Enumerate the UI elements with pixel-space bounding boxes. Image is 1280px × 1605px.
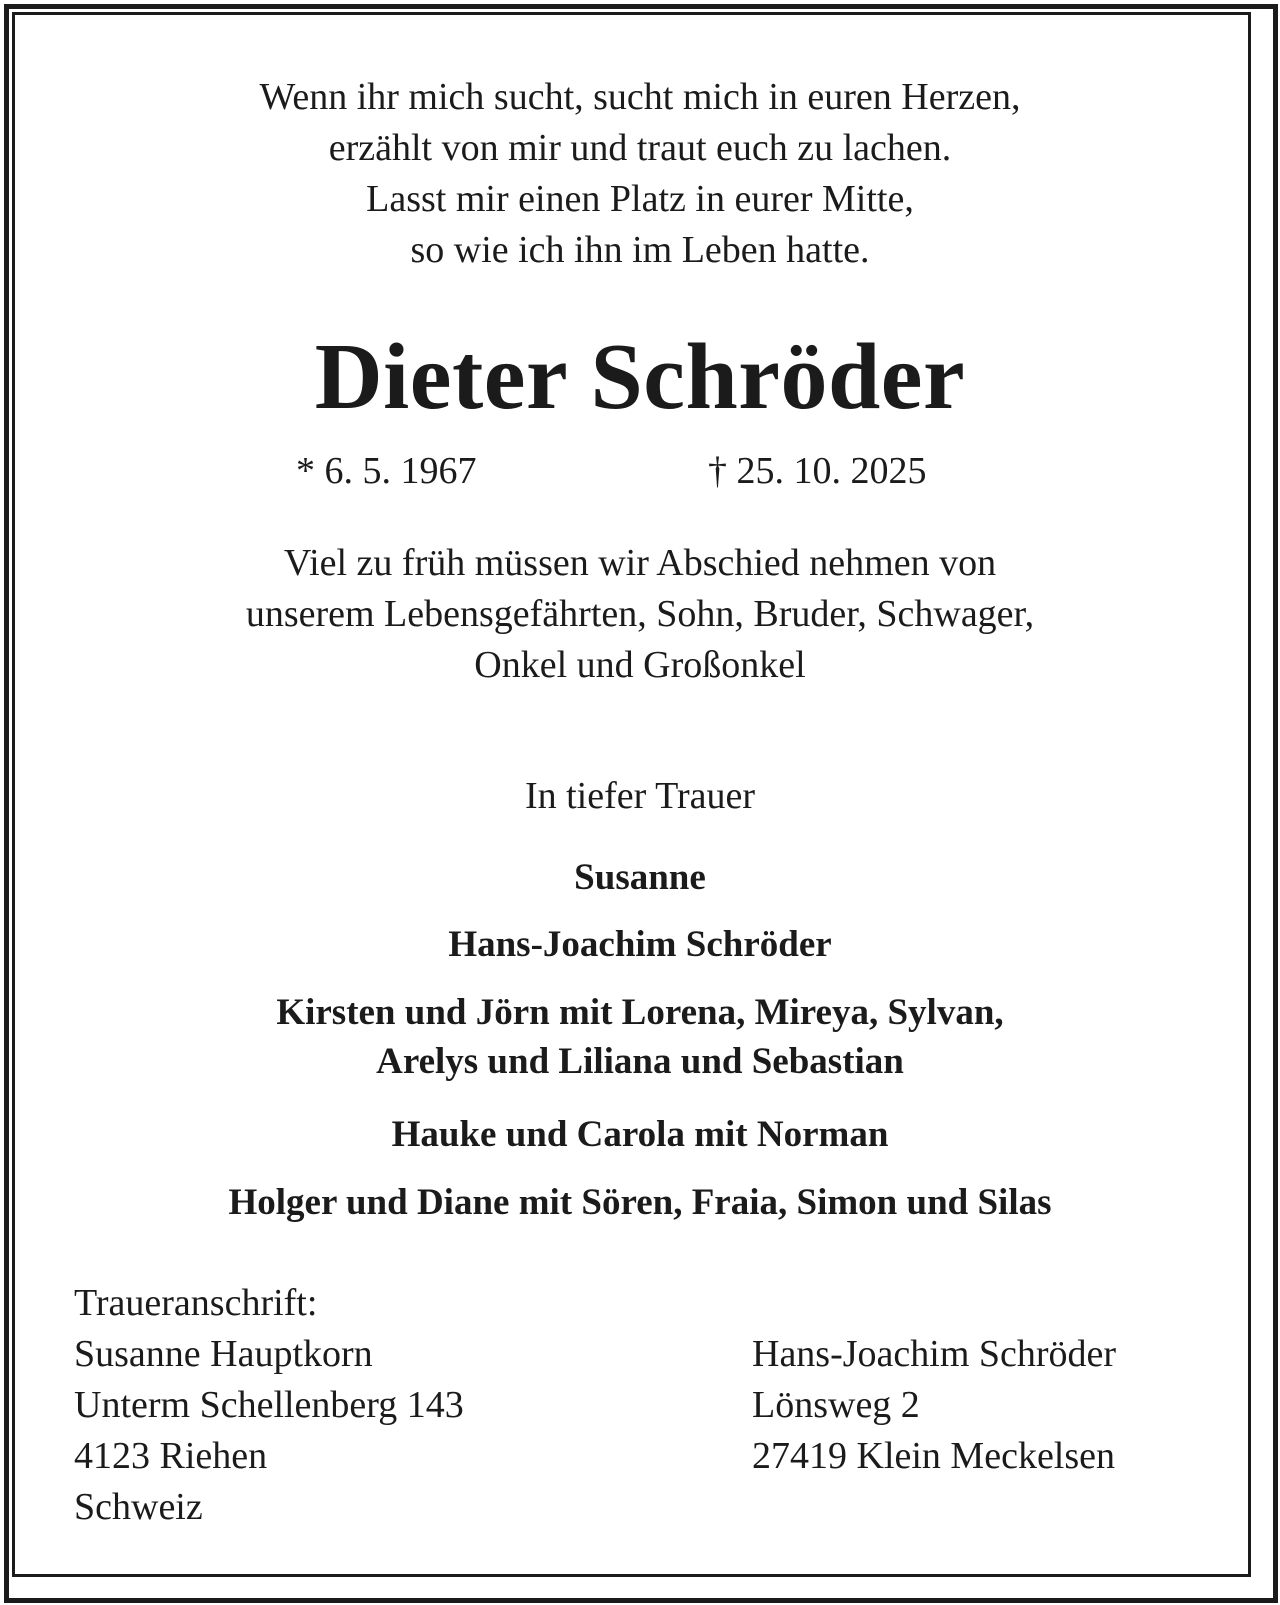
message-line: unserem Lebensgefährten, Sohn, Bruder, Schwager, <box>245 593 1035 635</box>
memorial-poem <box>0 72 1280 276</box>
death-date: † 25. 10. 2025 <box>708 450 927 492</box>
address-line: Susanne Hauptkorn <box>74 1333 373 1375</box>
family-entry-kirsten <box>0 988 1280 1086</box>
mourning-address-right <box>752 1329 1116 1482</box>
address-line: Unterm Schellenberg 143 <box>74 1384 464 1426</box>
family-entry-holger <box>0 1178 1280 1228</box>
family-line: Hans-Joachim Schröder <box>448 924 832 965</box>
family-line: Holger und Diane mit Sören, Fraia, Simon und Silas <box>228 1182 1052 1223</box>
family-line: Hauke und Carola mit Norman <box>391 1114 889 1155</box>
address-line: Lönsweg 2 <box>752 1384 920 1426</box>
poem-line: Wenn ihr mich sucht, sucht mich in euren Herzen, <box>259 76 1021 118</box>
birth-date: * 6. 5. 1967 <box>296 450 477 492</box>
family-line: Susanne <box>574 857 706 898</box>
family-line: Kirsten und Jörn mit Lorena, Mireya, Sylvan, <box>276 992 1004 1033</box>
message-line: Onkel und Großonkel <box>474 644 806 686</box>
address-line: 4123 Riehen <box>74 1435 268 1477</box>
address-line: Schweiz <box>74 1486 203 1528</box>
poem-line: so wie ich ihn im Leben hatte. <box>410 229 870 271</box>
deceased-name: Dieter Schröder <box>314 325 966 429</box>
family-entry-hauke <box>0 1110 1280 1160</box>
message-line: Viel zu früh müssen wir Abschied nehmen von <box>283 542 997 584</box>
life-dates <box>0 446 1280 496</box>
poem-line: erzählt von mir und traut euch zu lachen. <box>328 127 952 169</box>
address-line: Hans-Joachim Schröder <box>752 1333 1117 1375</box>
mourning-label: In tiefer Trauer <box>524 775 756 817</box>
address-line: 27419 Klein Meckelsen <box>752 1435 1116 1477</box>
poem-line: Lasst mir einen Platz in eurer Mitte, <box>366 178 914 220</box>
mourning-address-left <box>74 1278 464 1533</box>
farewell-message <box>0 538 1280 691</box>
family-entry-hans-joachim <box>0 920 1280 970</box>
address-heading: Traueranschrift: <box>74 1282 318 1324</box>
family-line: Arelys und Liliana und Sebastian <box>376 1041 904 1082</box>
family-entry-susanne <box>0 853 1280 903</box>
